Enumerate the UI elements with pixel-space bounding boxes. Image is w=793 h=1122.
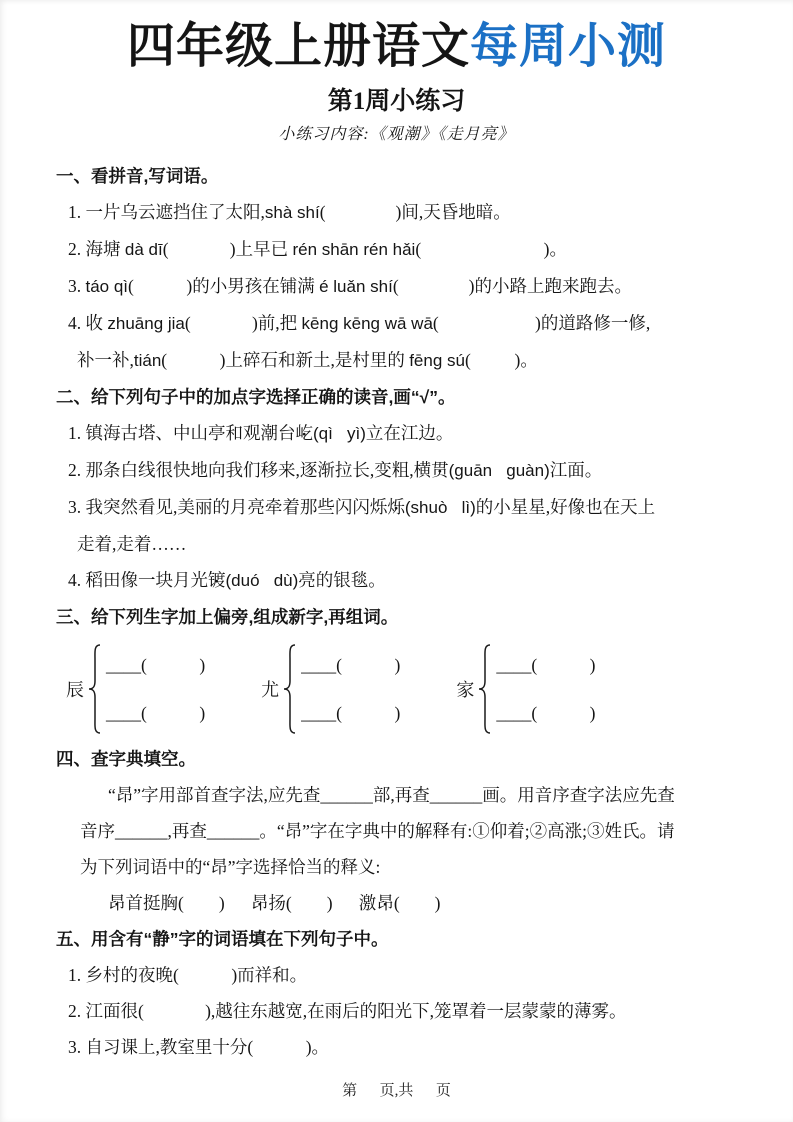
combine-slots <box>496 645 595 733</box>
pinyin-text: shà shí <box>264 203 320 222</box>
text-run: 1. 乡村的夜晚( )而祥和。 <box>68 965 308 985</box>
pinyin-text: táo qì <box>85 277 129 296</box>
brace-icon <box>282 643 297 735</box>
emphasized-char: 昂 ● <box>251 893 269 913</box>
text-run: 4. 稻田像一块月光 <box>68 570 208 590</box>
text-run: 的小星星,好像也在天上 <box>475 497 656 517</box>
question-line <box>68 1029 777 1065</box>
emphasized-char: 昂 ● <box>108 893 126 913</box>
text-run: ( )上碎石和新土,是村里的 <box>161 350 410 370</box>
text-run: 为下列词语中的“昂”字选择恰当的释义: <box>80 857 381 877</box>
pinyin-text: zhuāng jia <box>107 314 185 333</box>
combine-slot: ____( ) <box>496 703 596 723</box>
combine-char: 辰 <box>66 680 84 700</box>
question-line <box>77 342 777 379</box>
week-subtitle: 第1周小练习 <box>327 88 466 115</box>
section-heading: 一、看拼音,写词语。 <box>56 166 219 186</box>
pinyin-text: (guān guàn) <box>448 461 550 480</box>
text-run: 2. 江面很( ),越往东越宽,在雨后的阳光下,笼罩着一层蒙蒙的薄雾。 <box>68 1001 627 1021</box>
combine-slot: ____( ) <box>301 655 401 675</box>
question-line <box>80 777 777 813</box>
brace-icon <box>87 643 102 735</box>
combine-row <box>66 643 777 735</box>
text-run: 1. 一片乌云遮挡住了太阳, <box>68 202 265 222</box>
emphasized-char: 昂 ● <box>376 893 394 913</box>
section-heading: 二、给下列句子中的加点字选择正确的读音,画“√”。 <box>56 387 456 407</box>
content <box>56 158 777 1065</box>
text-run: 走着,走着…… <box>77 534 187 554</box>
pinyin-text: tián <box>133 351 162 370</box>
section-4 <box>56 741 777 921</box>
text-run: 江面。 <box>549 460 603 480</box>
text-run: 3. 我突然看见,美丽的月亮牵着那些闪闪烁 <box>68 497 388 517</box>
text-run: 4. 收 <box>68 313 108 333</box>
text-run: 立在江边。 <box>365 423 454 443</box>
text-run: 3. <box>68 276 86 296</box>
combine-char: 家 <box>456 680 475 700</box>
text-run: 2. 那条白线很快地向我们移来,逐渐拉长,变粗,横 <box>68 460 432 480</box>
content-note: 小练习内容:《观潮》《走月亮》 <box>278 126 515 143</box>
text-run: ( )间,天昏地暗。 <box>319 202 511 222</box>
text-run: ( )的小男孩在铺满 <box>128 276 320 296</box>
section-5 <box>56 921 777 1065</box>
emphasized-char: 贯 ● <box>431 460 449 480</box>
question-line <box>68 415 777 452</box>
section-2 <box>56 379 777 599</box>
question-line <box>108 885 777 921</box>
title-part-black: 四年级上册语文 <box>126 20 470 73</box>
emphasized-char: 烁 ● <box>387 497 405 517</box>
pinyin-text: é luǎn shí <box>319 277 393 296</box>
page-footer <box>0 1079 793 1100</box>
text-run: ( )。 <box>415 239 567 259</box>
section-heading: 三、给下列生字加上偏旁,组成新字,再组词。 <box>56 607 399 627</box>
pinyin-text: dà dī <box>124 240 163 259</box>
question-line <box>68 268 777 305</box>
text-run: 亮的银毯。 <box>298 570 386 590</box>
question-line <box>80 813 777 849</box>
text-run: 首挺胸( ) <box>125 893 251 913</box>
pinyin-text: rén shān rén hǎi <box>292 240 416 259</box>
brace-icon <box>477 643 492 735</box>
text-run: 2. 海塘 <box>68 239 125 259</box>
question-line <box>68 957 777 993</box>
text-run: 1. 镇海古塔、中山亭和观潮台 <box>68 423 296 443</box>
text-run: ( )。 <box>464 350 538 370</box>
text-run: “昂”字用部首查字法,应先查______部,再查______画。用音序查字法应先查 <box>108 785 675 805</box>
question-line <box>68 231 777 268</box>
emphasized-char: 镀 ● <box>208 570 226 590</box>
pinyin-text: (duó dù) <box>225 571 299 590</box>
combine-slot: ____( ) <box>301 703 401 723</box>
text-run: 补一补, <box>77 350 134 370</box>
question-line <box>68 993 777 1029</box>
combine-slot: ____( ) <box>106 655 206 675</box>
text-run: 音序______,再查______。“昂”字在字典中的解释有:①仰着;②高涨;③姓氏。请 <box>80 821 675 841</box>
question-line <box>68 305 777 342</box>
text-run: ( )的道路修一修, <box>432 313 651 333</box>
text-run: ( )的小路上跑来跑去。 <box>392 276 632 296</box>
combine-char: 尤 <box>261 680 280 700</box>
question-line <box>80 849 777 885</box>
pinyin-text: kēng kēng wā wā <box>301 314 433 333</box>
combine-group <box>261 643 400 735</box>
text-run: ( )上早已 <box>162 239 293 259</box>
page-header <box>0 0 793 145</box>
question-line <box>68 562 777 599</box>
combine-slots <box>301 645 400 733</box>
section-heading: 四、查字典填空。 <box>56 749 196 769</box>
text-run: ( ) <box>393 893 441 913</box>
text-run: 扬( ) 激 <box>268 893 377 913</box>
text-run: ( )前,把 <box>184 313 302 333</box>
question-line <box>68 489 777 526</box>
combine-group <box>456 643 595 735</box>
combine-group <box>66 643 205 735</box>
combine-slots <box>106 645 205 733</box>
question-line <box>68 194 777 231</box>
combine-slot: ____( ) <box>106 703 206 723</box>
section-3 <box>56 599 777 735</box>
section-1 <box>56 158 777 379</box>
question-line <box>77 526 777 562</box>
emphasized-char: 屹 ● <box>296 423 314 443</box>
pinyin-text: fēng sú <box>409 351 465 370</box>
text-run: 3. 自习课上,教室里十分( )。 <box>68 1037 330 1057</box>
combine-slot: ____( ) <box>496 655 596 675</box>
question-line <box>68 452 777 489</box>
section-heading: 五、用含有“静”字的词语填在下列句子中。 <box>56 929 389 949</box>
page-title <box>0 20 793 74</box>
pinyin-text: (shuò lì) <box>404 498 476 517</box>
title-part-blue: 每周小测 <box>470 20 667 73</box>
page-footer-text: 第 页,共 页 <box>342 1083 451 1099</box>
pinyin-text: (qì yì) <box>313 424 366 443</box>
